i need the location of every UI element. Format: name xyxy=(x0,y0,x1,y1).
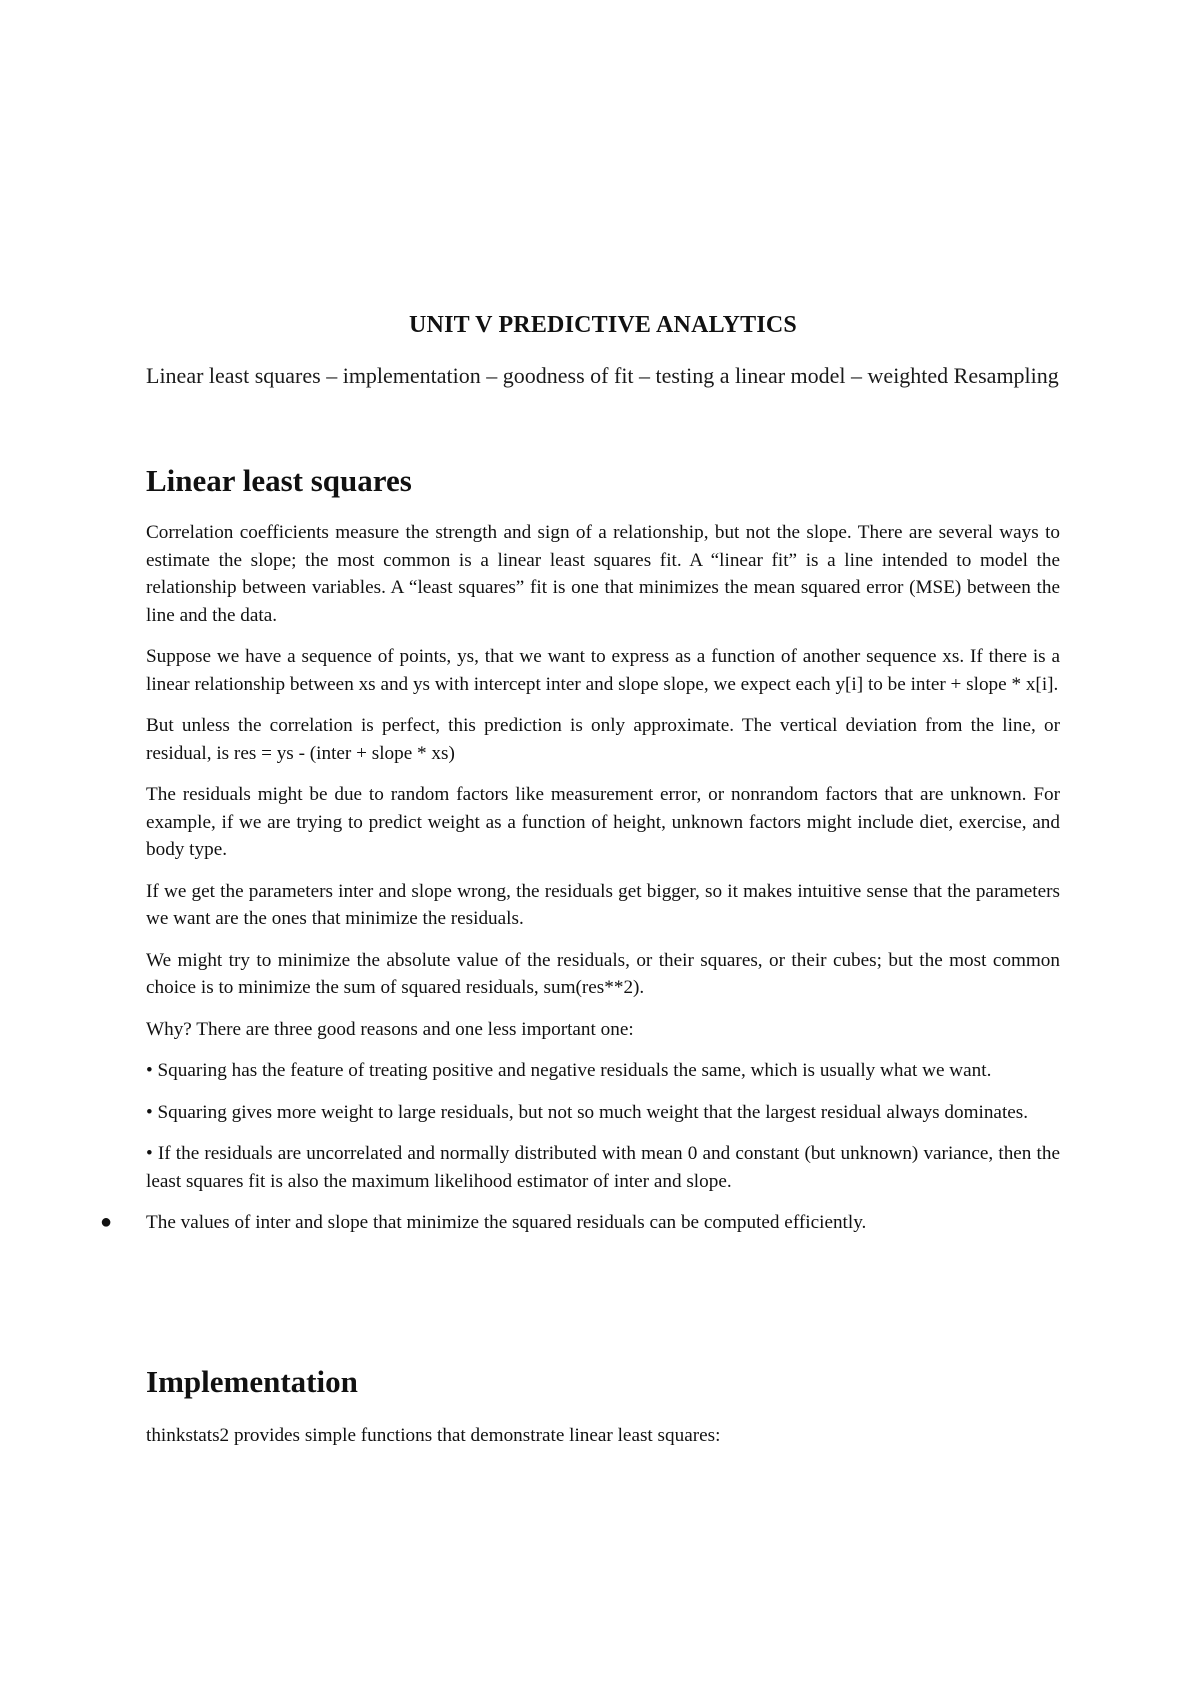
paragraph: If we get the parameters inter and slope wrong, the residuals get bigger, so it makes intuitive sense that the parameters we want are the ones that minimize the residuals. xyxy=(146,880,1060,929)
bullet-icon: ● xyxy=(100,1211,113,1233)
list-item xyxy=(100,1209,1060,1237)
paragraph: Correlation coefficients measure the strength and sign of a relationship, but not the slope. There are several ways to estimate the slope; the most common is a linear least squares fit. A “linear fit” is a line intended to model the relationship between variables. A “least squares” fit is one that minimizes the mean squared error (MSE) between the line and the data. xyxy=(146,522,1060,626)
list-item-text: The values of inter and slope that minimize the squared residuals can be computed efficiently. xyxy=(146,1212,867,1233)
section-linear-least-squares-body xyxy=(100,519,1060,1237)
implementation-text: thinkstats2 provides simple functions that demonstrate linear least squares: xyxy=(146,1425,721,1446)
paragraph: Why? There are three good reasons and one less important one: xyxy=(146,1018,634,1040)
inline-bullet-item: • Squaring gives more weight to large residuals, but not so much weight that the largest residual always dominates. xyxy=(146,1101,1029,1123)
inline-bullet-item: • Squaring has the feature of treating positive and negative residuals the same, which is usually what we want. xyxy=(146,1060,992,1081)
paragraph: But unless the correlation is perfect, this prediction is only approximate. The vertical deviation from the line, or residual, is res = ys - (inter + slope * xs) xyxy=(146,715,1060,764)
heading-linear-least-squares: Linear least squares xyxy=(146,463,412,498)
paragraph: The residuals might be due to random factors like measurement error, or nonrandom factors that are unknown. For example, if we are trying to predict weight as a function of height, unknown factors might include diet, exercise, and body type. xyxy=(146,784,1060,860)
syllabus-text: Linear least squares – implementation – goodness of fit – testing a linear model – weighted Resampling xyxy=(146,363,1059,388)
paragraph: We might try to minimize the absolute value of the residuals, or their squares, or their cubes; but the most common choice is to minimize the sum of squared residuals, sum(res**2). xyxy=(146,949,1060,998)
inline-bullet-item: • If the residuals are uncorrelated and normally distributed with mean 0 and constant (but unknown) variance, then the least squares fit is also the maximum likelihood estimator of inter and slope. xyxy=(146,1143,1060,1192)
unit-title: UNIT V PREDICTIVE ANALYTICS xyxy=(409,312,797,338)
heading-implementation: Implementation xyxy=(146,1364,358,1399)
paragraph: Suppose we have a sequence of points, ys, that we want to express as a function of another sequence xs. If there is a linear relationship between xs and ys with intercept inter and slope slope, we expect each y[i] to be inter + slope * x[i]. xyxy=(146,646,1060,695)
